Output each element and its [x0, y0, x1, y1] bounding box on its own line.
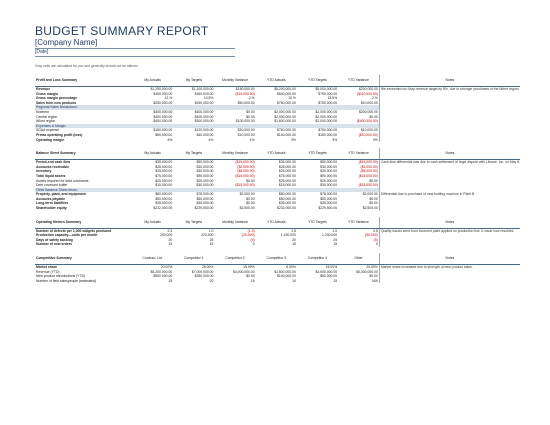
data-cell[interactable]: $90,000.00	[320, 173, 338, 178]
data-cell[interactable]: 15.00%	[297, 265, 338, 270]
data-cell[interactable]: $50,000.00	[237, 100, 255, 105]
data-cell[interactable]: $35,000.00	[132, 160, 173, 165]
data-cell[interactable]: $2,500.00	[362, 206, 378, 211]
data-cell[interactable]: $0.00	[246, 109, 255, 114]
data-cell[interactable]: $50,000.00	[173, 160, 214, 165]
row-label: Number of defects per 1,000 widgets produced	[35, 228, 132, 233]
data-cell[interactable]: $50,000.00	[155, 132, 173, 137]
section-table	[35, 253, 520, 283]
data-cell[interactable]: $0.00	[369, 178, 378, 183]
data-cell[interactable]: 15	[333, 242, 338, 247]
data-cell[interactable]: $50,000.00	[155, 196, 173, 201]
data-cell[interactable]: $150,000.00	[153, 128, 173, 133]
data-cell[interactable]: ($2,000.00)	[360, 164, 378, 169]
data-cell[interactable]: $400,000.00	[194, 109, 214, 114]
column-header: Competitor 3	[256, 253, 297, 265]
row-label: New product introductions (YTD)	[36, 274, 86, 279]
notes-header: Notes	[379, 75, 520, 87]
data-cell[interactable]: 15	[209, 242, 214, 247]
data-cell[interactable]: $50,000.00	[297, 160, 338, 165]
column-header: My Targets	[173, 75, 214, 87]
data-cell[interactable]: 5.00%	[256, 265, 297, 270]
data-cell[interactable]: $0.00	[369, 196, 378, 201]
data-cell[interactable]: 1,200,000	[322, 233, 338, 238]
row-label: Days of safety backlog	[36, 237, 73, 242]
column-header: Other	[338, 253, 379, 265]
data-cell[interactable]: $30,000.00	[320, 183, 338, 188]
row-label: Production capacity—units per month	[36, 233, 98, 238]
row-label: Accounts receivable	[36, 164, 69, 169]
data-cell[interactable]: $5,200,000.00	[256, 87, 297, 92]
data-cell[interactable]: $150,000.00	[214, 87, 255, 92]
notes-header: Notes	[379, 253, 520, 265]
data-cell[interactable]: $40,000.00	[196, 132, 214, 137]
data-cell[interactable]: $5,000,000.00	[297, 87, 338, 92]
data-cell[interactable]: $150,000.00	[153, 91, 173, 96]
data-cell[interactable]: $760,000.00	[277, 128, 296, 133]
data-cell[interactable]: $80,000.00	[278, 192, 296, 197]
data-cell[interactable]: 2.3	[132, 228, 173, 233]
section-table	[35, 217, 520, 247]
data-cell[interactable]: $232,000.00	[277, 206, 296, 211]
column-header: Contoso, Ltd.	[132, 253, 173, 265]
section-table	[35, 75, 520, 142]
data-cell[interactable]: ($5,000.00)	[360, 169, 378, 174]
column-header: YTD Targets	[297, 75, 338, 87]
data-cell[interactable]: ($5,000.00)	[237, 169, 255, 174]
data-cell[interactable]: $10,000.00	[360, 100, 378, 105]
data-cell[interactable]: (20,000)	[242, 233, 255, 238]
column-header: YTD Variance	[338, 75, 379, 87]
data-cell[interactable]: 3%	[332, 137, 338, 142]
data-cell[interactable]: 1%	[249, 137, 255, 142]
data-cell[interactable]: $0.00	[369, 274, 378, 279]
data-cell[interactable]: $120,000.00	[194, 128, 214, 133]
data-cell[interactable]: $350,000.00	[194, 274, 214, 279]
data-cell[interactable]: 4%	[167, 137, 173, 142]
data-cell[interactable]: $35,000.00	[256, 160, 297, 165]
row-label: Shareholder equity	[36, 206, 67, 211]
data-cell[interactable]: 25.00%	[173, 265, 214, 270]
data-cell[interactable]: $25,000.00	[320, 178, 338, 183]
data-cell[interactable]: $35,000.00	[155, 201, 173, 206]
data-cell[interactable]: $2,000,000.00	[274, 114, 296, 119]
column-header: YTD Actuals	[256, 217, 297, 229]
row-label: Assets required for debt covenants	[36, 178, 89, 183]
data-cell[interactable]: $2,000,000.00	[274, 109, 296, 114]
data-cell[interactable]: $300,000.00	[194, 119, 214, 124]
data-cell[interactable]: $200,000.00	[338, 87, 379, 92]
data-cell[interactable]: ($400,000.00)	[356, 119, 378, 124]
data-cell[interactable]: $80,000.00	[155, 192, 173, 197]
data-cell[interactable]: 20	[292, 237, 296, 242]
data-cell[interactable]: $2,000.00	[362, 192, 378, 197]
data-cell[interactable]: -2.%	[247, 96, 255, 101]
row-label: Revenue	[35, 87, 132, 92]
data-cell[interactable]: 15	[292, 242, 296, 247]
data-cell[interactable]: $229,500.00	[318, 206, 338, 211]
note-cell[interactable]: We exceeded our May revenue target by 8%, due to stronger purchases in the Wkrnt region.	[379, 87, 520, 143]
data-cell[interactable]: $75,000.00	[155, 173, 173, 178]
column-header: Competitor 4	[297, 253, 338, 265]
data-cell[interactable]: $25,000.00	[278, 178, 296, 183]
data-cell[interactable]: (5)	[250, 237, 255, 242]
row-label: SG&A expense	[36, 128, 59, 133]
row-label: Gross margin	[36, 91, 59, 96]
data-cell[interactable]: -2.%	[370, 96, 378, 101]
notes-header: Notes	[379, 148, 520, 160]
data-cell[interactable]: $1,100,000.00	[173, 87, 214, 92]
data-cell[interactable]: $90,000.00	[196, 173, 214, 178]
data-cell[interactable]: $4,000,000.00	[315, 269, 338, 274]
data-cell[interactable]: $15,000.00	[278, 183, 296, 188]
data-cell[interactable]: 25	[209, 237, 214, 242]
data-cell[interactable]: $0.00	[369, 201, 378, 206]
data-cell[interactable]: $25,000.00	[196, 178, 214, 183]
data-cell[interactable]: $2,000,000.00	[315, 119, 338, 124]
data-cell[interactable]: $250,000.00	[153, 100, 173, 105]
data-cell[interactable]: 20.00%	[132, 265, 173, 270]
data-cell[interactable]: $30,000.00	[320, 164, 338, 169]
column-header: YTD Targets	[297, 217, 338, 229]
data-cell[interactable]: $150,000.00	[194, 100, 214, 105]
data-cell[interactable]: 1.5	[256, 228, 297, 233]
data-cell[interactable]: 14.5%	[203, 96, 214, 101]
data-cell[interactable]: ($15,000.00)	[214, 160, 255, 165]
column-header: YTD Variance	[338, 217, 379, 229]
data-cell[interactable]: $30,000.00	[196, 183, 214, 188]
column-header: YTD Targets	[297, 148, 338, 160]
date-field[interactable]: [Date]	[35, 49, 235, 57]
row-label: Number of new orders	[36, 242, 72, 247]
data-cell[interactable]: 15	[168, 278, 173, 283]
instruction-note: Gray cells are calculated for you and generally should not be altered.	[35, 64, 139, 68]
data-cell[interactable]: $35,000.00	[278, 201, 296, 206]
data-cell[interactable]: $28,000.00	[155, 164, 173, 169]
note-cell[interactable]: Quality issues were from incorrect paint applied on production line 3, issue now resolved.	[379, 228, 520, 247]
row-label: Revenue (YTD)	[36, 269, 60, 274]
column-header: Competitor 1	[173, 253, 214, 265]
data-cell[interactable]: ($15,000.00)	[235, 183, 255, 188]
data-cell[interactable]: $0.00	[369, 114, 378, 119]
data-cell[interactable]: $50,000.00	[320, 196, 338, 201]
row-label: Number of field salespeople (estimated)	[36, 278, 96, 283]
data-cell[interactable]: (50,000)	[365, 233, 378, 238]
data-cell[interactable]: $5,200,000.00	[150, 269, 173, 274]
data-cell[interactable]: 0.5	[338, 228, 379, 233]
row-label: Regional Sales Breakdown:	[35, 105, 132, 110]
column-header: YTD Actuals	[256, 148, 297, 160]
data-cell[interactable]: $0.00	[246, 201, 255, 206]
data-cell[interactable]: $2,000.00	[239, 192, 255, 197]
data-cell[interactable]: $30,000.00	[237, 128, 255, 133]
data-cell[interactable]: $1,250,000.00	[132, 87, 173, 92]
column-header: YTD Variance	[338, 148, 379, 160]
data-cell[interactable]: $50,000.00	[278, 196, 296, 201]
note-cell[interactable]: Cash flow differential was due to cash settlement of legal dispute with Litware, Inc. on May 8.	[379, 160, 520, 193]
note-cell[interactable]: Market share increased due to strength of new product sales.	[379, 265, 520, 284]
row-label: Property, plant, and equipment	[36, 192, 86, 197]
data-cell[interactable]: $50,000.00	[196, 196, 214, 201]
column-header: Monthly Variance	[214, 75, 255, 87]
report-title: BUDGET SUMMARY REPORT	[35, 24, 209, 38]
data-cell[interactable]: $4,000,000.00	[232, 269, 255, 274]
data-cell[interactable]: $50,000.00	[320, 274, 338, 279]
data-cell[interactable]: $2,500.00	[239, 206, 255, 211]
row-label: Wkrnt region	[36, 119, 56, 124]
data-cell[interactable]: 3%	[290, 137, 296, 142]
section-table	[35, 148, 520, 211]
data-cell[interactable]: $2,000,000.00	[315, 114, 338, 119]
data-cell[interactable]: $400,000.00	[153, 114, 173, 119]
data-cell[interactable]: $500,000.00	[153, 274, 173, 279]
report-sections	[35, 75, 520, 283]
data-cell[interactable]: ($15,000.00)	[235, 173, 255, 178]
data-cell[interactable]: 10	[292, 278, 296, 283]
data-cell[interactable]: ($10,000.00)	[235, 91, 255, 96]
row-label: Long-term liabilities	[36, 201, 69, 206]
row-label: Operating margin	[36, 137, 65, 142]
data-cell[interactable]: ($15,000.00)	[358, 173, 378, 178]
data-cell[interactable]: 15.00%	[214, 265, 255, 270]
data-cell[interactable]: $35,000.00	[320, 201, 338, 206]
column-header: Monthly Variance	[214, 148, 255, 160]
data-cell[interactable]: $78,000.00	[320, 192, 338, 197]
data-cell[interactable]: 20.00%	[338, 265, 379, 270]
data-cell[interactable]: $5,000,000.00	[356, 269, 378, 274]
data-cell[interactable]: 1,150,000	[280, 233, 296, 238]
column-header: My Targets	[173, 148, 214, 160]
data-cell[interactable]: $750,000.00	[318, 100, 338, 105]
data-cell[interactable]: $0.00	[246, 178, 255, 183]
data-cell[interactable]: ($15,000.00)	[358, 183, 378, 188]
data-cell[interactable]: 25	[333, 237, 338, 242]
data-cell[interactable]: $760,000.00	[277, 100, 296, 105]
data-cell[interactable]: $0.00	[246, 274, 255, 279]
column-header: My Actuals	[132, 75, 173, 87]
row-label: Gross margin percentage	[36, 96, 78, 101]
data-cell[interactable]: $28,000.00	[278, 164, 296, 169]
data-cell[interactable]: 15	[333, 278, 338, 283]
data-cell[interactable]: $400,000.00	[153, 119, 173, 124]
data-cell[interactable]: $30,000.00	[196, 169, 214, 174]
note-cell[interactable]: Differential due to purchase of new bottling machine in Plant B.	[379, 192, 520, 210]
column-header: Monthly Variance	[214, 217, 255, 229]
row-label: Total liquid assets	[36, 173, 66, 178]
data-cell[interactable]: 200,000	[159, 233, 173, 238]
section-title: Profit and Loss Summary	[35, 75, 132, 87]
row-label: Market share	[35, 265, 132, 270]
data-cell[interactable]: $10,000.00	[237, 132, 255, 137]
section-title: Balance Sheet Summary	[35, 148, 132, 160]
data-cell[interactable]: $640,000.00	[277, 91, 296, 96]
column-header: My Actuals	[132, 217, 173, 229]
data-cell[interactable]: 4%	[208, 137, 214, 142]
data-cell[interactable]: $100,000.00	[277, 274, 296, 279]
row-label: Debt covenant buffer	[36, 183, 68, 188]
data-cell[interactable]: 15	[168, 242, 173, 247]
data-cell[interactable]: 1.0	[173, 228, 214, 233]
data-cell[interactable]: $30,000.00	[320, 169, 338, 174]
data-cell[interactable]: $140,000.00	[277, 132, 296, 137]
data-cell[interactable]: 220,000	[201, 233, 214, 238]
column-header: My Targets	[173, 217, 214, 229]
notes-header: Notes	[379, 217, 520, 229]
data-cell[interactable]: 12.5%	[327, 96, 338, 101]
data-cell[interactable]: $150,000.00	[318, 132, 338, 137]
row-label: Period-end cash flow	[35, 160, 132, 165]
data-cell[interactable]: 10.%	[288, 96, 296, 101]
section-title: Operating Metrics Summary	[35, 217, 132, 229]
data-cell[interactable]: $400,000.00	[194, 114, 214, 119]
data-cell[interactable]: $400,000.00	[153, 109, 173, 114]
data-cell[interactable]: $15,000.00	[155, 183, 173, 188]
section-title: Competitive Summary	[35, 253, 132, 265]
data-cell[interactable]: 1.0	[297, 228, 338, 233]
data-cell[interactable]: $750,000.00	[318, 91, 338, 96]
row-label: Accounts payable	[36, 196, 66, 201]
data-cell[interactable]: ($2,000.00)	[237, 164, 255, 169]
column-header: YTD Actuals	[256, 75, 297, 87]
data-cell[interactable]: $78,000.00	[196, 192, 214, 197]
data-cell[interactable]: $75,000.00	[278, 173, 296, 178]
row-label: Central region	[36, 114, 58, 119]
data-cell[interactable]: $0.00	[246, 114, 255, 119]
data-cell[interactable]: 20	[168, 237, 173, 242]
data-cell[interactable]: $750,000.00	[318, 128, 338, 133]
data-cell[interactable]: $25,000.00	[278, 169, 296, 174]
data-cell[interactable]: $229,500.00	[194, 206, 214, 211]
data-cell[interactable]: $160,000.00	[194, 91, 214, 96]
data-cell[interactable]: ($10,000.00)	[358, 132, 378, 137]
data-cell[interactable]: $35,000.00	[196, 201, 214, 206]
column-header: Competitor 2	[214, 253, 255, 265]
data-cell[interactable]: (1.3)	[214, 228, 255, 233]
data-cell[interactable]: (5)	[373, 237, 378, 242]
row-label: Pretax operating profit (loss)	[36, 132, 83, 137]
data-cell[interactable]: $1,500,000.00	[274, 269, 296, 274]
data-cell[interactable]: 12.%	[164, 96, 173, 101]
data-cell[interactable]: $7,000,000.00	[191, 269, 214, 274]
data-cell[interactable]: $200,000.00	[358, 109, 378, 114]
data-cell[interactable]: N/A	[372, 278, 378, 283]
row-label: Inventory	[36, 169, 52, 174]
data-cell[interactable]: $1,600,000.00	[274, 119, 296, 124]
row-label: Northern	[36, 109, 50, 114]
data-cell[interactable]: ($15,000.00)	[338, 160, 379, 165]
data-cell[interactable]: $30,000.00	[196, 164, 214, 169]
company-name-field[interactable]: [Company Name]	[35, 38, 235, 49]
data-cell[interactable]: ($110,000.00)	[356, 91, 378, 96]
data-cell[interactable]: 0	[252, 242, 255, 247]
data-cell[interactable]: 20	[209, 278, 214, 283]
row-label: Sales from new products	[36, 100, 77, 105]
data-cell[interactable]: 0%	[372, 137, 378, 142]
data-cell[interactable]: $100,000.00	[235, 119, 255, 124]
row-label: Expenses & Margin:	[35, 124, 132, 129]
data-cell[interactable]: 15	[250, 278, 255, 283]
column-header: My Actuals	[132, 148, 173, 160]
row-label: Other Balance Sheet Items:	[35, 188, 132, 193]
data-cell[interactable]: $25,000.00	[155, 178, 173, 183]
data-cell[interactable]: $2,000,000.00	[315, 109, 338, 114]
data-cell[interactable]: $0.00	[246, 196, 255, 201]
data-cell[interactable]: 0	[375, 242, 378, 247]
data-cell[interactable]: $25,000.00	[155, 169, 173, 174]
data-cell[interactable]: $10,000.00	[360, 128, 378, 133]
data-cell[interactable]: $232,000.00	[153, 206, 173, 211]
